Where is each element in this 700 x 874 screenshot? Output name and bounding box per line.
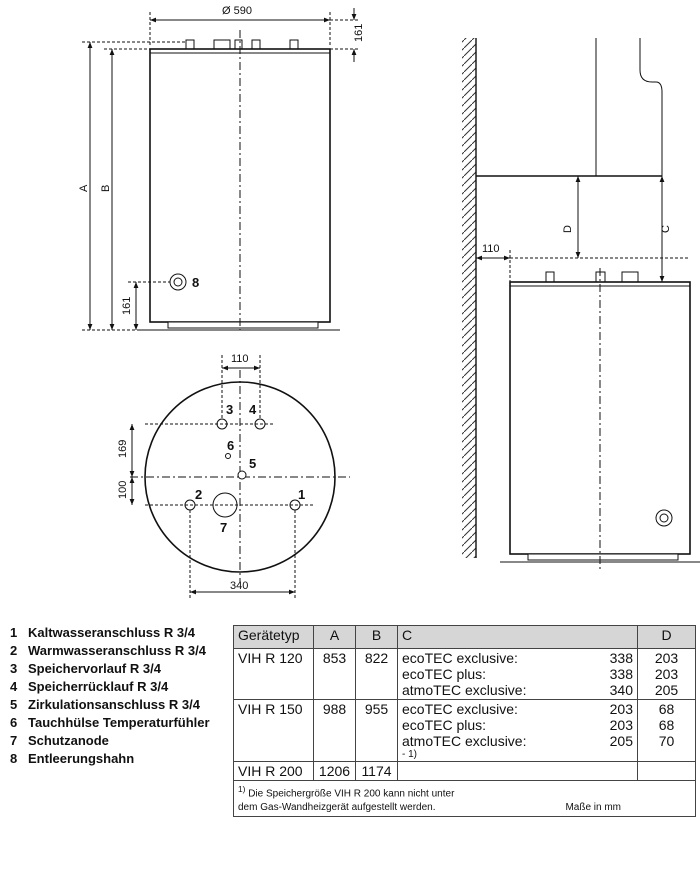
- legend-text: Speichervorlauf R 3/4: [28, 661, 161, 676]
- cell-a: 988: [314, 700, 356, 762]
- header-b: B: [356, 626, 398, 649]
- legend-num: 5: [10, 697, 18, 712]
- legend-num: 2: [10, 643, 18, 658]
- marker-1: 1: [298, 487, 306, 502]
- header-d: D: [638, 626, 696, 649]
- legend-num: 1: [10, 625, 18, 640]
- c-val: 340: [609, 682, 633, 698]
- legend-text: Schutzanode: [28, 733, 109, 748]
- legend-item: [10, 660, 210, 678]
- c-note: - 1): [402, 749, 417, 760]
- legend-item: [10, 696, 210, 714]
- dim-a: A: [78, 184, 90, 192]
- legend-text: Speicherrücklauf R 3/4: [28, 679, 169, 694]
- legend-text: Kaltwasseranschluss R 3/4: [28, 625, 195, 640]
- d-val: 68: [658, 717, 675, 733]
- cell-c: [398, 649, 638, 700]
- header-a: A: [314, 626, 356, 649]
- cell-type: VIH R 120: [234, 649, 314, 700]
- cell-d: [638, 649, 696, 700]
- c-val: 203: [609, 717, 633, 733]
- footnote-mark: 1): [238, 784, 246, 794]
- legend-item: [10, 678, 210, 696]
- cell-c: [398, 762, 638, 781]
- cell-type: VIH R 150: [234, 700, 314, 762]
- marker-2: 2: [195, 487, 203, 502]
- dim-169: 169: [117, 439, 129, 458]
- legend-text: Zirkulationsanschluss R 3/4: [28, 697, 200, 712]
- dim-top-161: 161: [353, 23, 365, 42]
- legend-item: [10, 642, 210, 660]
- cell-d: [638, 700, 696, 762]
- legend-num: 7: [10, 733, 18, 748]
- table-row: [234, 700, 696, 762]
- d-val: 203: [654, 650, 679, 666]
- marker-6: 6: [227, 438, 235, 453]
- c-name: ecoTEC exclusive:: [402, 650, 518, 666]
- dim-conn-110: 110: [231, 353, 249, 365]
- cell-type: VIH R 200: [234, 762, 314, 781]
- dim-diameter: Ø 590: [222, 5, 252, 17]
- legend-text: Entleerungshahn: [28, 751, 135, 766]
- legend-num: 6: [10, 715, 18, 730]
- c-name: ecoTEC plus:: [402, 717, 487, 733]
- legend: [10, 624, 210, 768]
- dim-b: B: [100, 184, 112, 192]
- c-name: atmoTEC exclusive:: [402, 682, 527, 698]
- table-footnote-row: [234, 781, 696, 817]
- table-row: [234, 649, 696, 700]
- installation-view: [462, 38, 700, 572]
- cell-b: 822: [356, 649, 398, 700]
- footnote-line-1: Die Speichergröße VIH R 200 kann nicht unter: [248, 788, 455, 800]
- units-note: Maße in mm: [565, 802, 621, 814]
- dim-c: C: [660, 225, 672, 233]
- marker-4: 4: [249, 402, 257, 417]
- legend-item: [10, 750, 210, 768]
- c-name: atmoTEC exclusive:: [402, 733, 527, 749]
- d-val: 205: [654, 682, 679, 698]
- cell-a: 1206: [314, 762, 356, 781]
- legend-text: Tauchhülse Temperaturfühler: [28, 715, 210, 730]
- footnote-line-2: dem Gas-Wandheizgerät aufgestellt werden.: [238, 802, 436, 814]
- marker-8: 8: [192, 275, 200, 290]
- cell-d: [638, 762, 696, 781]
- c-name: ecoTEC exclusive:: [402, 701, 518, 717]
- legend-num: 3: [10, 661, 18, 676]
- c-val: 205: [609, 733, 633, 749]
- marker-7: 7: [220, 520, 228, 535]
- dim-wall-110: 110: [482, 243, 500, 255]
- table-row: [234, 762, 696, 781]
- footnote: [234, 781, 696, 817]
- front-view: [78, 5, 365, 330]
- dim-d: D: [562, 225, 574, 233]
- dim-100: 100: [117, 480, 129, 499]
- top-view: [117, 353, 350, 598]
- c-val: 203: [609, 701, 633, 717]
- cell-c: [398, 700, 638, 762]
- d-val: 70: [658, 733, 675, 749]
- c-val: 338: [609, 650, 633, 666]
- legend-item: [10, 714, 210, 732]
- c-name: ecoTEC plus:: [402, 666, 487, 682]
- dim-bottom-161: 161: [121, 296, 133, 315]
- legend-item: [10, 732, 210, 750]
- dimension-table: [233, 625, 696, 817]
- header-geraetetyp: Gerätetyp: [234, 626, 314, 649]
- cell-a: 853: [314, 649, 356, 700]
- d-val: 68: [658, 701, 675, 717]
- table-header: [234, 626, 696, 649]
- legend-text: Warmwasseranschluss R 3/4: [28, 643, 206, 658]
- d-val: 203: [654, 666, 679, 682]
- c-val: 338: [609, 666, 633, 682]
- legend-item: [10, 624, 210, 642]
- cell-b: 955: [356, 700, 398, 762]
- dim-340: 340: [230, 580, 249, 592]
- legend-num: 8: [10, 751, 18, 766]
- marker-3: 3: [226, 402, 234, 417]
- marker-5: 5: [249, 456, 257, 471]
- header-c: C: [398, 626, 638, 649]
- legend-num: 4: [10, 679, 18, 694]
- cell-b: 1174: [356, 762, 398, 781]
